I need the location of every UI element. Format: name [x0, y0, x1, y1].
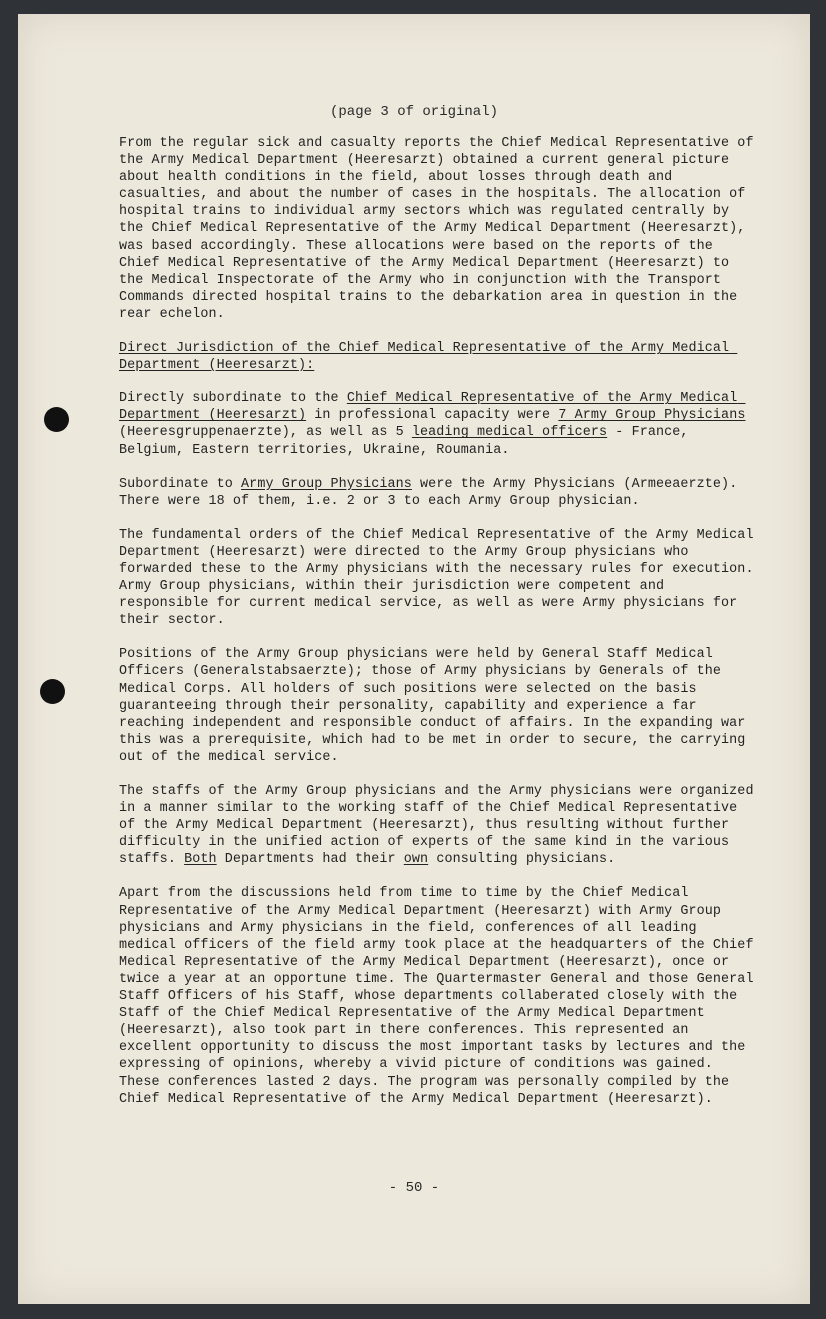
- paragraph: The fundamental orders of the Chief Medical Representative of the Army Medical Department (Heeresarzt) were directed to the Army Group physicians who forwarded these to the Army physicians with the necessary rules for execution. Army Group physicians, within their jurisdiction were competent and responsible for current medical service, as well as were Army physicians for their sector.: [119, 527, 762, 629]
- text-run: (Heeresgruppenaerzte), as well as 5: [119, 408, 754, 441]
- underlined-text: Army Group Physicians: [241, 476, 412, 492]
- section-heading: [119, 340, 757, 374]
- document-body: [119, 135, 762, 1125]
- underlined-text: leading medical officers: [411, 425, 608, 441]
- paragraph: [119, 390, 757, 458]
- text-run: Departments had their: [216, 852, 404, 868]
- underlined-text: Chief Medical Representative of the Army Medical Department (Heeresarzt): [119, 391, 746, 424]
- text-run: in professional capacity were: [306, 408, 559, 424]
- text-run: were the Army Physicians (Armeeaerzte). There were 18 of them, i.e. 2 or 3 to each Army Group physician.: [119, 476, 746, 509]
- underlined-text: Both: [184, 852, 217, 868]
- text-run: Directly subordinate to the: [119, 391, 347, 407]
- paragraph: Apart from the discussions held from time to time by the Chief Medical Representative of the Army Medical Department (Heeresarzt) with Army Group physicians and Army physicians in the field, conferences of all leading medical officers of the field army took place at the headquarters of the Chief Medical Representative of the Army Medical Department (Heeresarzt), once or twice a year at an opportune time. The Quartermaster General and those General Staff Officers of his Staff, whose departments collaberated closely with the Staff of the Chief Medical Representative of the Army Medical Department (Heeresarzt), also took part in there conferences. This represented an excellent opportunity to discuss the most important tasks by lectures and the expressing of opinions, whereby a vivid picture of conditions was gained. These conferences lasted 2 days. The program was personally compiled by the Chief Medical Representative of the Army Medical Department (Heeresarzt).: [119, 886, 762, 1107]
- paragraph: From the regular sick and casualty reports the Chief Medical Representative of the Army Medical Department (Heeresarzt) obtained a current general picture about health conditions in the field, about losses through death and casualties, and about the number of cases in the hospitals. The allocation of hospital trains to individual army sectors which was regulated centrally by the Chief Medical Representative of the Army Medical Department (Heeresarzt), was based accordingly. These allocations were based on the reports of the Chief Medical Representative of the Army Medical Department (Heeresarzt) to the Medical Inspectorate of the Army who in conjunction with the Transport Commands directed hospital trains to the debarkation area in question in the rear echelon.: [119, 136, 762, 322]
- paragraph: [119, 476, 757, 510]
- underlined-text: own: [403, 852, 429, 868]
- text-run: Subordinate to: [119, 476, 242, 492]
- page-header: (page 3 of original): [329, 104, 499, 120]
- punch-hole: [44, 407, 69, 432]
- paragraph: [119, 783, 762, 868]
- punch-hole: [40, 679, 65, 704]
- paragraph: Positions of the Army Group physicians were held by General Staff Medical Officers (Generalstabsaerzte); those of Army physicians by Generals of the Medical Corps. All holders of such positions were selected on the basis guaranteeing through their personality, capability and experience a far reaching independent and responsible conduct of affairs. In the expanding war this was a prerequisite, which had to be met in order to secure, the carrying out of the medical service.: [119, 647, 754, 765]
- section-heading-text: Direct Jurisdiction of the Chief Medical Representative of the Army Medical Department (Heeresarzt):: [119, 341, 738, 374]
- page-number: - 50 -: [388, 1180, 440, 1196]
- underlined-text: 7 Army Group Physicians: [558, 408, 746, 424]
- document-page: [18, 14, 810, 1304]
- text-run: The staffs of the Army Group physicians and the Army physicians were organized in a manner similar to the working staff of the Chief Medical Representative of the Army Medical Department (Heeresarzt), thus resulting without further difficulty in the unified action of experts of the same kind in the various staffs.: [119, 784, 762, 868]
- text-run: - France, Belgium, Eastern territories, Ukraine, Roumania.: [119, 425, 697, 458]
- text-run: consulting physicians.: [428, 852, 616, 868]
